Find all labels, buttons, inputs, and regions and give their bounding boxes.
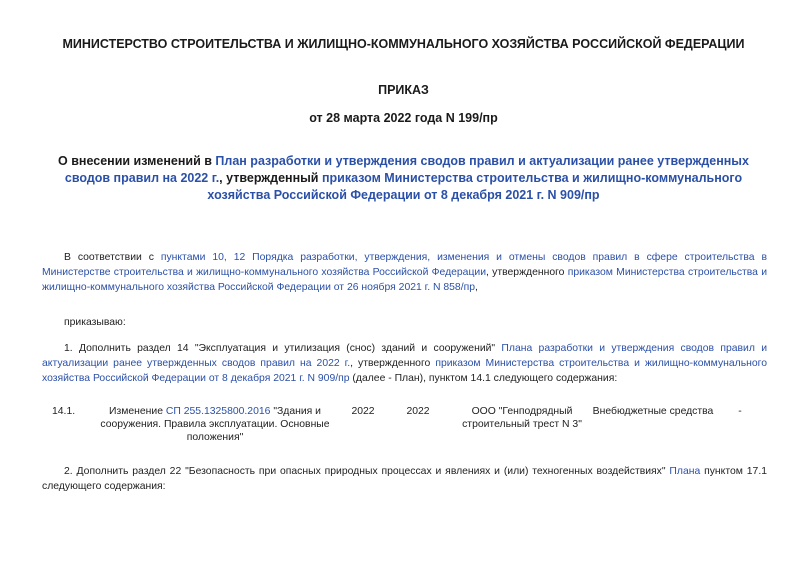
row-description-prefix: Изменение — [109, 406, 166, 417]
title-middle: , утвержденный — [219, 171, 322, 185]
title-plan-link[interactable]: План разработки и утверждения сводов правил и актуализации ранее утвержденных сводов правил на 2022 г. — [64, 154, 749, 185]
item2-suffix: пунктом 17.1 следующего содержания: — [42, 466, 767, 492]
paragraph-item-1 — [42, 341, 767, 386]
item2-prefix: 2. Дополнить раздел 22 "Безопасность при опасных природных процессах и явлениях и (или) техногенных воздействиях" — [64, 466, 670, 477]
item1-order-link[interactable]: приказом Министерства строительства и жилищно-коммунального хозяйства Российской Федерации от 8 декабря 2021 г. N 909/пр — [42, 358, 767, 384]
row-organization: ООО "Генподрядный строительный трест N 3" — [462, 406, 582, 430]
row-number: 14.1. — [52, 406, 76, 417]
document-type: ПРИКАЗ — [378, 83, 429, 97]
paragraph-basis-suffix: , — [475, 282, 478, 293]
order-858-link[interactable]: приказом Министерства строительства и жилищно-коммунального хозяйства Российской Федерации от 26 ноября 2021 г. N 858/пр — [42, 267, 768, 293]
row-funding: Внебюджетные средства — [592, 406, 714, 417]
row-year-start: 2022 — [351, 406, 375, 417]
document-title — [40, 153, 767, 204]
title-order-link[interactable]: приказом Министерства строительства и жилищно-коммунального хозяйства Российской Федерации от 8 декабря 2021 г. N 909/пр — [207, 171, 743, 202]
item1-middle: , утвержденного — [350, 358, 436, 369]
paragraph-item-2 — [42, 464, 767, 494]
row-description — [98, 405, 332, 444]
row-description-suffix: "Здания и сооружения. Правила эксплуатации. Основные положения" — [100, 406, 330, 443]
paragraph-order: приказываю: — [64, 317, 126, 328]
item1-plan-link[interactable]: Плана разработки и утверждения сводов правил и актуализации ранее утвержденных сводов правил на 2022 г. — [42, 343, 767, 369]
item1-suffix: (далее - План), пунктом 14.1 следующего содержания: — [349, 373, 618, 384]
paragraph-basis-middle: , утвержденного — [486, 267, 568, 278]
sp-255-link[interactable]: СП 255.1325800.2016 — [165, 406, 271, 417]
procedure-link[interactable]: пунктами 10, 12 Порядка разработки, утверждения, изменения и отмены сводов правил в сфере строительства в Министерстве строительства и жилищно-коммунального хозяйства Российской Федерации — [42, 252, 767, 278]
ministry-name: МИНИСТЕРСТВО СТРОИТЕЛЬСТВА И ЖИЛИЩНО-КОММУНАЛЬНОГО ХОЗЯЙСТВА РОССИЙСКОЙ ФЕДЕРАЦИИ — [62, 37, 745, 51]
row-dash: - — [738, 406, 742, 417]
item2-plan-link[interactable]: Плана — [669, 466, 701, 477]
paragraph-basis — [42, 250, 767, 295]
item1-prefix: 1. Дополнить раздел 14 "Эксплуатация и утилизация (снос) зданий и сооружений" — [64, 343, 502, 354]
title-prefix: О внесении изменений в — [58, 154, 216, 168]
document-date-number: от 28 марта 2022 года N 199/пр — [309, 111, 498, 125]
paragraph-basis-prefix: В соответствии с — [64, 252, 161, 263]
row-year-end: 2022 — [406, 406, 430, 417]
